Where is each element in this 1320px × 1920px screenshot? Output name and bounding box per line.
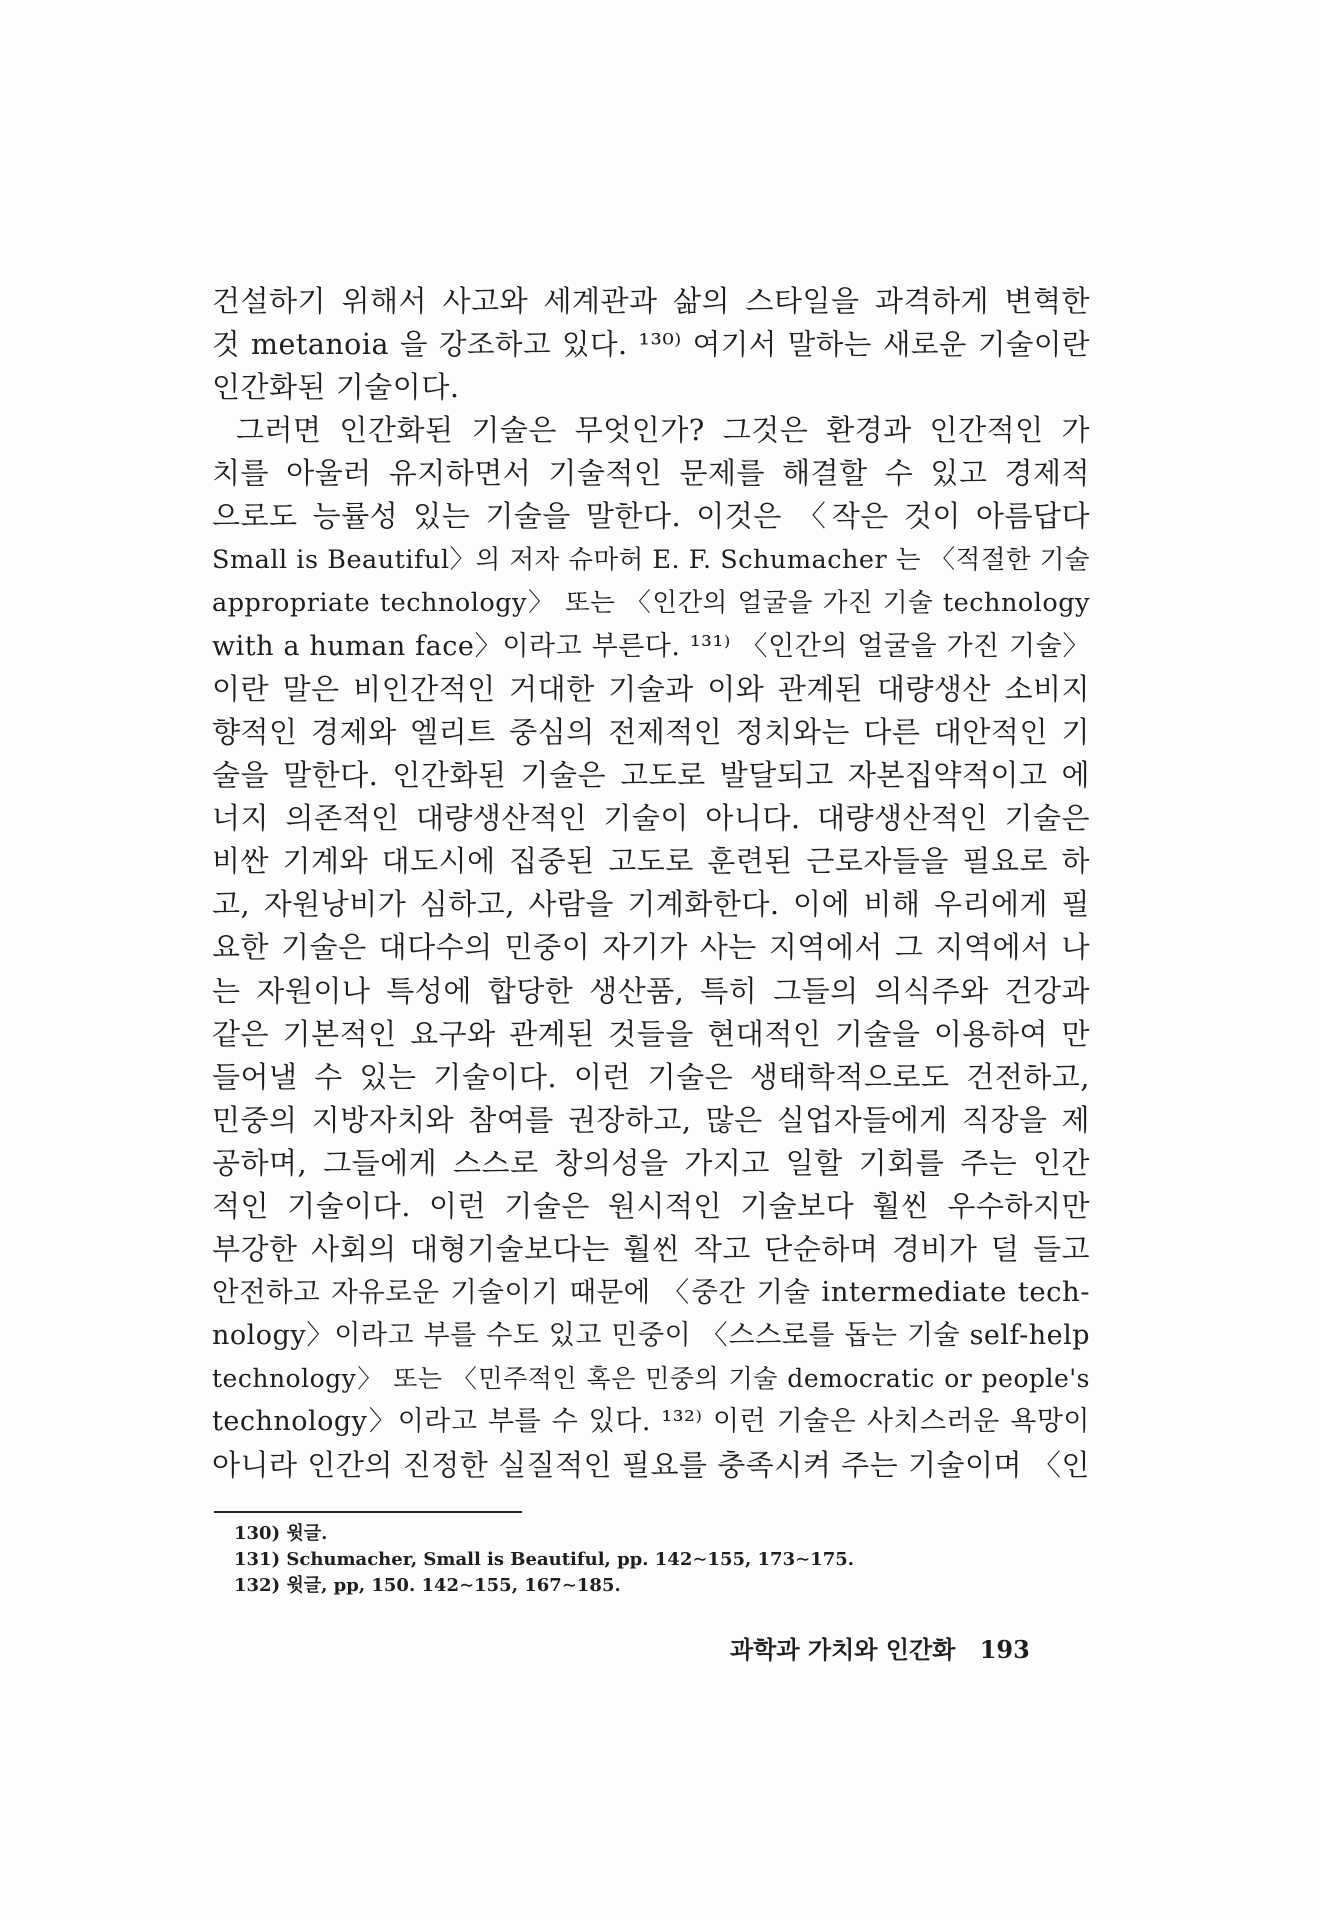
paragraph-1 xyxy=(212,280,1090,409)
text-line: 안전하고 자유로운 기술이기 때문에 〈중간 기술 intermediate tech- xyxy=(212,1276,1090,1309)
body-text xyxy=(212,280,1090,1487)
text-line: 술을 말한다. 인간화된 기술은 고도로 발달되고 자본집약적이고 에 xyxy=(212,758,1090,793)
page-number: 193 xyxy=(979,1635,1030,1664)
text-line: nology〉이라고 부를 수도 있고 민중이 〈스스로를 돕는 기술 self-help xyxy=(212,1320,1090,1352)
text-line: 부강한 사회의 대형기술보다는 훨씬 작고 단순하며 경비가 덜 들고 xyxy=(212,1232,1090,1267)
text-line: 민중의 지방자치와 참여를 권장하고, 많은 실업자들에게 직장을 제 xyxy=(212,1102,1090,1137)
text-line: 치를 아울러 유지하면서 기술적인 문제를 해결할 수 있고 경제적 xyxy=(212,456,1090,491)
running-title: 과학과 가치와 인간화 xyxy=(730,1635,956,1664)
text-line: 적인 기술이다. 이런 기술은 원시적인 기술보다 훨씬 우수하지만 xyxy=(212,1188,1090,1223)
text-line: 으로도 능률성 있는 기술을 말한다. 이것은 〈작은 것이 아름답다 xyxy=(212,499,1090,534)
text-line: Small is Beautiful〉의 저자 슈마허 E. F. Schumacher 는 〈적절한 기술 xyxy=(212,544,1090,575)
text-line: appropriate technology〉 또는 〈인간의 얼굴을 가진 기술 technology xyxy=(212,587,1090,618)
text-line: 같은 기본적인 요구와 관계된 것들을 현대적인 기술을 이용하여 만 xyxy=(212,1016,1090,1051)
text-line: with a human face〉이라고 부른다. ¹³¹⁾ 〈인간의 얼굴을 가진 기술〉 xyxy=(212,630,1090,662)
text-line: 인간화된 기술이다. xyxy=(212,370,460,405)
text-line: 는 자원이나 특성에 합당한 생산품, 특히 그들의 의식주와 건강과 xyxy=(212,973,1090,1008)
text-line: 들어낼 수 있는 기술이다. 이런 기술은 생태학적으로도 건전하고, xyxy=(212,1059,1090,1094)
text-line: 요한 기술은 대다수의 민중이 자기가 사는 지역에서 그 지역에서 나 xyxy=(212,930,1090,965)
text-line: 아니라 인간의 진정한 실질적인 필요를 충족시켜 주는 기술이며 〈인 xyxy=(212,1447,1090,1482)
text-line: 너지 의존적인 대량생산적인 기술이 아니다. 대량생산적인 기술은 xyxy=(212,801,1090,836)
text-line: technology〉이라고 부를 수 있다. ¹³²⁾ 이런 기술은 사치스러운 욕망이 xyxy=(212,1406,1090,1438)
page-footer xyxy=(730,1630,1070,1665)
text-line: 공하며, 그들에게 스스로 창의성을 가지고 일할 기회를 주는 인간 xyxy=(212,1145,1090,1180)
footnote-130: 130) 윗글. xyxy=(234,1523,328,1544)
footnote-divider xyxy=(214,1511,522,1513)
footnote-132: 132) 윗글, pp, 150. 142∼155, 167∼185. xyxy=(234,1575,621,1596)
text-line: 향적인 경제와 엘리트 중심의 전제적인 정치와는 다른 대안적인 기 xyxy=(212,714,1090,749)
text-line: technology〉 또는 〈민주적인 혹은 민중의 기술 democratic or people's xyxy=(212,1364,1090,1394)
text-line: 이란 말은 비인간적인 거대한 기술과 이와 관계된 대량생산 소비지 xyxy=(212,671,1090,706)
text-line: 것 metanoia 을 강조하고 있다. ¹³⁰⁾ 여기서 말하는 새로운 기술이란 xyxy=(212,328,1090,362)
text-line: 건설하기 위해서 사고와 세계관과 삶의 스타일을 과격하게 변혁한 xyxy=(212,284,1090,318)
footnotes xyxy=(234,1521,1034,1599)
text-line: 비싼 기계와 대도시에 집중된 고도로 훈련된 근로자들을 필요로 하 xyxy=(212,844,1090,879)
text-line: 고, 자원낭비가 심하고, 사람을 기계화한다. 이에 비해 우리에게 필 xyxy=(212,887,1090,922)
text-line: 그러면 인간화된 기술은 무엇인가? 그것은 환경과 인간적인 가 xyxy=(236,413,1090,448)
paragraph-2 xyxy=(212,409,1090,1486)
footnote-131: 131) Schumacher, Small is Beautiful, pp. 142∼155, 173∼175. xyxy=(234,1549,855,1570)
